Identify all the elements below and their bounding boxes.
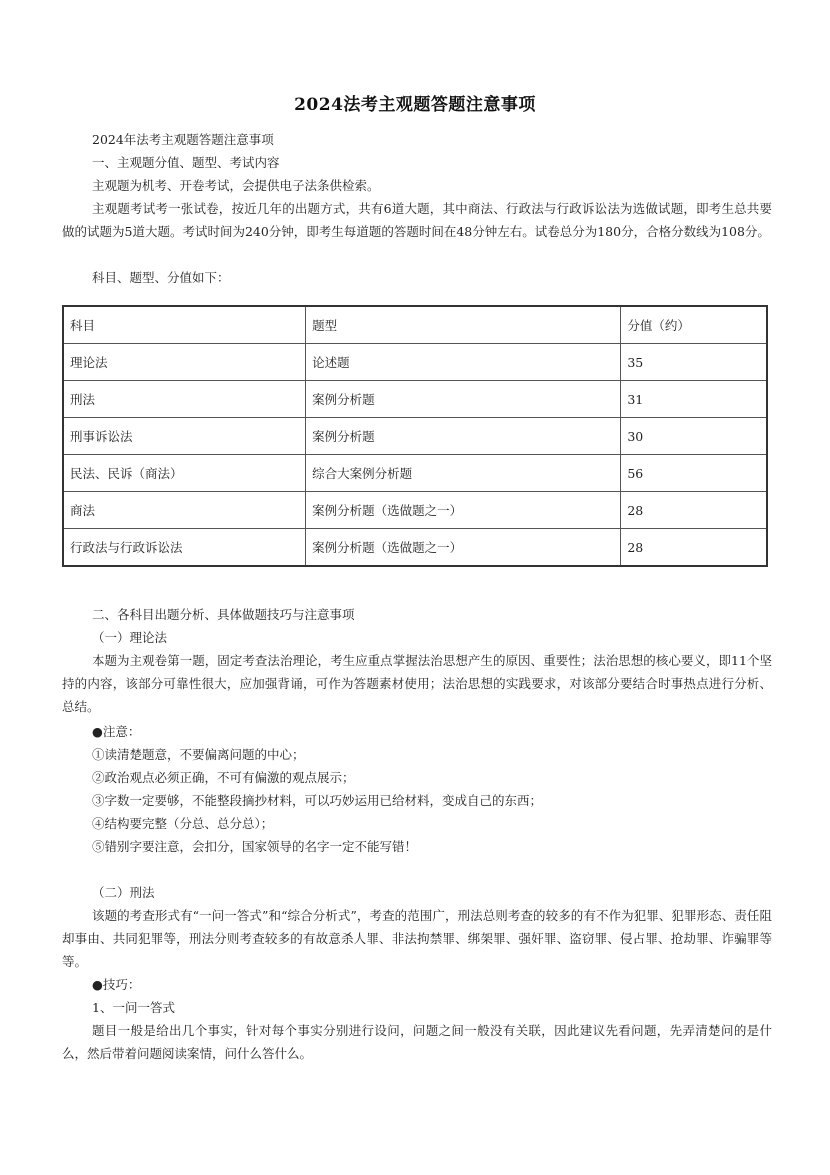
table-cell: 案例分析题 xyxy=(306,418,621,455)
criminal-law-heading: （二）刑法 xyxy=(92,885,155,900)
table-cell: 刑事诉讼法 xyxy=(63,418,306,455)
theory-note-item: ②政治观点必须正确，不可有偏激的观点展示； xyxy=(92,770,355,785)
table-cell: 刑法 xyxy=(63,381,306,418)
table-row xyxy=(63,455,767,492)
section-two-heading: 二、各科目出题分析、具体做题技巧与注意事项 xyxy=(92,607,355,622)
table-cell: 31 xyxy=(621,381,767,418)
criminal-law-paragraph: 该题的考查形式有“一问一答式”和“综合分析式”，考查的范围广，刑法总则考查的较多的有不作为犯罪、犯罪形态、责任阻却事由、共同犯罪等，刑法分则考查较多的有故意杀人罪、非法拘禁罪、绑架罪、强奸罪、盗窃罪、侵占罪、抢劫罪、诈骗罪等等。 xyxy=(62,908,772,969)
table-cell: 28 xyxy=(621,529,767,567)
page-title: 2024法考主观题答题注意事项 xyxy=(294,95,536,115)
table-cell: 行政法与行政诉讼法 xyxy=(63,529,306,567)
theory-note-item: ①读清楚题意，不要偏离问题的中心； xyxy=(92,747,305,762)
criminal-tips-label: ●技巧： xyxy=(92,977,141,992)
table-cell: 案例分析题（选做题之一） xyxy=(306,492,621,529)
table-cell: 综合大案例分析题 xyxy=(306,455,621,492)
table-row xyxy=(63,529,767,567)
section-one-heading: 一、主观题分值、题型、考试内容 xyxy=(92,155,280,170)
intro-paragraph-exam-format: 主观题为机考、开卷考试，会提供电子法条供检索。 xyxy=(92,178,380,193)
table-cell: 案例分析题 xyxy=(306,381,621,418)
theory-note-item: ⑤错别字要注意，会扣分，国家领导的名字一定不能写错！ xyxy=(92,839,418,854)
table-cell: 理论法 xyxy=(63,344,306,381)
table-row xyxy=(63,381,767,418)
table-cell: 案例分析题（选做题之一） xyxy=(306,529,621,567)
table-caption: 科目、题型、分值如下： xyxy=(92,270,230,285)
table-cell: 56 xyxy=(621,455,767,492)
table-cell: 35 xyxy=(621,344,767,381)
table-header-cell: 科目 xyxy=(63,306,306,344)
table-header-row xyxy=(63,306,767,344)
table-row xyxy=(63,344,767,381)
table-header-cell: 分值（约） xyxy=(621,306,767,344)
table-cell: 商法 xyxy=(63,492,306,529)
theory-note-item: ④结构要完整（分总、总分总）； xyxy=(92,816,274,831)
score-table xyxy=(62,305,768,567)
table-header-cell: 题型 xyxy=(306,306,621,344)
criminal-tip-heading: 1、一问一答式 xyxy=(92,1000,175,1015)
intro-subtitle: 2024年法考主观题答题注意事项 xyxy=(92,132,274,147)
theory-law-heading: （一）理论法 xyxy=(92,630,168,645)
table-row xyxy=(63,492,767,529)
theory-law-paragraph: 本题为主观卷第一题，固定考查法治理论，考生应重点掌握法治思想产生的原因、重要性；法治思想的核心要义，即11个坚持的内容，该部分可靠性很大，应加强背诵，可作为答题素材使用；法治思想的实践要求，对该部分要结合时事热点进行分析、总结。 xyxy=(62,653,772,714)
table-cell: 30 xyxy=(621,418,767,455)
theory-note-item: ③字数一定要够，不能整段摘抄材料，可以巧妙运用已给材料，变成自己的东西； xyxy=(92,793,543,808)
table-cell: 民法、民诉（商法） xyxy=(63,455,306,492)
table-cell: 28 xyxy=(621,492,767,529)
table-row xyxy=(63,418,767,455)
intro-paragraph-exam-structure: 主观题考试考一张试卷，按近几年的出题方式，共有6道大题，其中商法、行政法与行政诉讼法为选做试题，即考生总共要做的试题为5道大题。考试时间为240分钟，即考生每道题的答题时间在48分钟左右。试卷总分为180分，合格分数线为108分。 xyxy=(62,201,772,239)
table-cell: 论述题 xyxy=(306,344,621,381)
criminal-tip-paragraph: 题目一般是给出几个事实，针对每个事实分别进行设问，问题之间一般没有关联，因此建议先看问题，先弄清楚问的是什么，然后带着问题阅读案情，问什么答什么。 xyxy=(62,1023,772,1061)
theory-note-label: ●注意： xyxy=(92,724,141,739)
